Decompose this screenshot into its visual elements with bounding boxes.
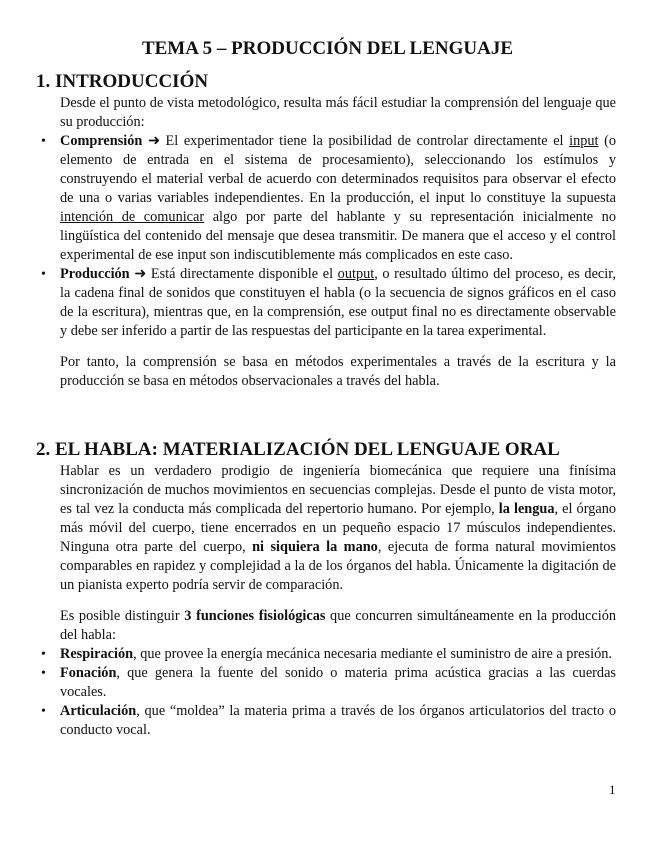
item-term: Fonación bbox=[60, 665, 117, 681]
list-item-produccion bbox=[41, 265, 616, 341]
item-text: , que genera la fuente del sonido o materia prima acústica gracias a las cuerdas vocales. bbox=[60, 665, 616, 700]
item-text: , que provee la energía mecánica necesaria mediante el suministro de aire a presión. bbox=[133, 646, 612, 662]
text: Hablar es un verdadero prodigio de ingeniería biomecánica que requiere una finísima sincronización de muchos movimientos en secuencias complejas. Desde el punto de vista motor, es tal vez la conducta más complicada del repertorio humano. Por ejemplo, bbox=[60, 463, 616, 517]
bullet-icon: • bbox=[41, 134, 46, 149]
text: algo por parte del hablante y su representación inicialmente no lingüística del contenido del mensaje que desea transmitir. De manera que el acceso y el control experimental de ese input son indiscutiblemente más complicados en este caso. bbox=[60, 209, 616, 263]
page-title: TEMA 5 – PRODUCCIÓN DEL LENGUAJE bbox=[141, 38, 514, 59]
section-1-heading: 1. INTRODUCCIÓN bbox=[36, 71, 209, 92]
item-text: , que “moldea” la materia prima a través de los órganos articulatorios del tracto o conducto vocal. bbox=[60, 703, 616, 738]
funciones-list bbox=[41, 645, 616, 740]
intro-paragraph: Desde el punto de vista metodológico, resulta más fácil estudiar la comprensión del lenguaje que su producción: bbox=[60, 95, 616, 130]
underlined-intencion: intención de comunicar bbox=[60, 209, 205, 225]
section-1-body bbox=[41, 94, 616, 391]
text: , ejecuta de forma natural movimientos comparables en rapidez y complejidad a la de los órganos del habla. Únicamente la digitación de un pianista experto podría servir de comparación. bbox=[60, 539, 616, 593]
page-number: 1 bbox=[609, 782, 616, 797]
text: , o resultado último del proceso, es decir, la cadena final de sonidos que constituyen el habla (o la secuencia de signos gráficos en el caso de la escritura), mientras que, en la comprensión, ese output final no es directamente observable y debe ser inferido a partir de las respuestas del participante en la tarea experimental. bbox=[60, 266, 616, 339]
text: , el órgano más móvil del cuerpo, tiene encerrados en un pequeño espacio 17 músculos independientes. Ninguna otra parte del cuerpo, bbox=[60, 501, 616, 555]
underlined-input: input bbox=[569, 133, 599, 149]
bullet-icon: • bbox=[41, 267, 46, 282]
text: Está directamente disponible el bbox=[146, 266, 338, 282]
funciones-paragraph bbox=[60, 607, 616, 645]
bullet-icon: • bbox=[41, 666, 46, 681]
item-term: Articulación bbox=[60, 703, 137, 719]
list-item bbox=[41, 664, 616, 702]
bullet-icon: • bbox=[41, 647, 46, 662]
conclusion-paragraph: Por tanto, la comprensión se basa en métodos experimentales a través de la escritura y la producción se basa en métodos observacionales a través del habla. bbox=[60, 354, 616, 389]
bold-la-lengua: la lengua bbox=[498, 501, 555, 517]
text: (o elemento de entrada en el sistema de procesamiento), seleccionando los estímulos y construyendo el material verbal de acuerdo con determinados requisitos para observar el efecto de una o varias variables independientes. En la producción, el input lo constituye la supuesta bbox=[60, 133, 616, 206]
text: Es posible distinguir bbox=[60, 608, 185, 624]
arrow-icon: ➜ bbox=[147, 133, 160, 149]
method-list bbox=[41, 132, 616, 341]
section-2-body bbox=[41, 462, 616, 740]
underlined-output: output bbox=[337, 266, 375, 282]
list-item bbox=[41, 702, 616, 740]
term-produccion: Producción bbox=[60, 266, 130, 282]
bold-ni-siquiera: ni siquiera la mano bbox=[252, 539, 378, 555]
item-term: Respiración bbox=[60, 646, 134, 662]
habla-paragraph bbox=[60, 462, 616, 595]
text: que concurren simultáneamente en la producción del habla: bbox=[60, 608, 616, 643]
bold-funciones: 3 funciones fisiológicas bbox=[184, 608, 326, 624]
text: El experimentador tiene la posibilidad de controlar directamente el bbox=[159, 133, 570, 149]
section-2-heading: 2. EL HABLA: MATERIALIZACIÓN DEL LENGUAJE ORAL bbox=[36, 439, 560, 460]
bullet-icon: • bbox=[41, 704, 46, 719]
list-item-comprension bbox=[41, 132, 616, 265]
list-item bbox=[41, 645, 616, 664]
term-comprension: Comprensión bbox=[60, 133, 143, 149]
arrow-icon: ➜ bbox=[134, 266, 147, 282]
